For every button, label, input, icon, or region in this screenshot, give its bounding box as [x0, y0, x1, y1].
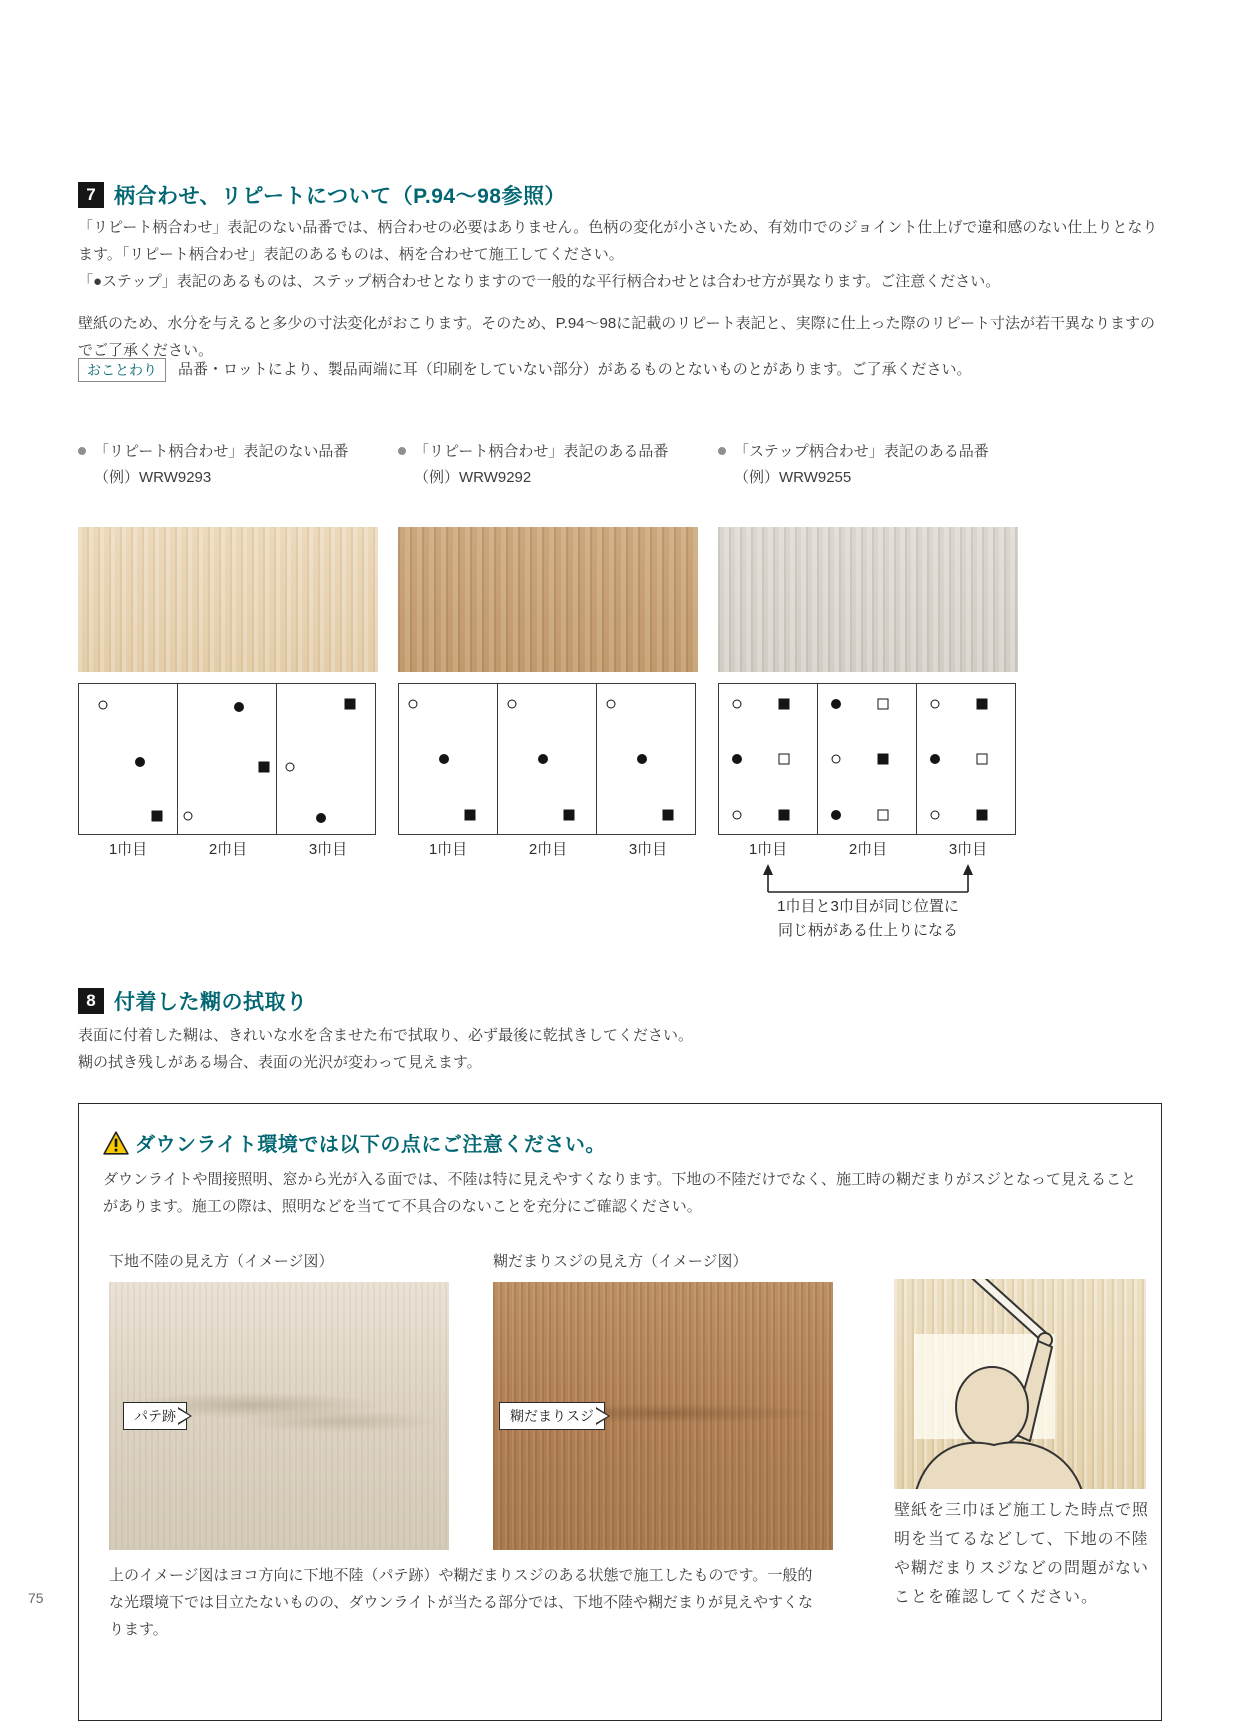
- pattern-symbol-so: [976, 754, 987, 765]
- pattern-diagram: [718, 683, 1016, 835]
- sample-caption: [78, 440, 348, 461]
- okotowari-label: おことわり: [78, 358, 166, 382]
- diagram-panel: [916, 683, 1016, 835]
- worker-checking-light-illustration: [894, 1279, 1146, 1489]
- section7-header: [78, 180, 566, 210]
- pattern-symbol-sf: [877, 754, 888, 765]
- pattern-symbol-sf: [976, 809, 987, 820]
- pattern-symbol-co: [408, 699, 417, 708]
- section8-number-badge: 8: [78, 988, 104, 1014]
- diagram-panel: [718, 683, 818, 835]
- width-labels-row: [78, 838, 378, 859]
- pattern-symbol-so: [778, 754, 789, 765]
- bullet-icon: [718, 447, 726, 455]
- pattern-symbol-cf: [234, 702, 244, 712]
- pattern-symbol-co: [183, 812, 192, 821]
- pattern-symbol-sf: [976, 698, 987, 709]
- diagram-panel: [177, 683, 277, 835]
- downlight-caution-box: [78, 1103, 1162, 1721]
- section7-paragraph-3: 壁紙のため、水分を与えると多少の寸法変化がおこります。そのため、P.94～98に記載のリピート表記と、実際に仕上った際のリピート寸法が若干異なりますのでご了承ください。: [78, 315, 1156, 359]
- width-label: 1巾目: [748, 841, 788, 858]
- step-annotation: [718, 895, 1018, 943]
- width-label: 3巾目: [948, 841, 988, 858]
- pattern-symbol-co: [930, 699, 939, 708]
- section7-title: 柄合わせ、リピートについて（P.94～98参照）: [114, 185, 566, 208]
- okotowari-text: 品番・ロットにより、製品両端に耳（印刷をしていない部分）があるものとないものとがあります。ご了承ください。: [178, 361, 972, 378]
- pattern-symbol-co: [606, 699, 615, 708]
- width-label: 1巾目: [108, 841, 148, 858]
- diagram-panel: [817, 683, 917, 835]
- pattern-symbol-co: [732, 699, 741, 708]
- pattern-symbol-cf: [831, 810, 841, 820]
- pattern-symbol-co: [507, 699, 516, 708]
- glue-callout-text: 糊だまりスジ: [510, 1408, 594, 1424]
- pattern-symbol-sf: [259, 761, 270, 772]
- section8-paragraph-line1: 表面に付着した糊は、きれいな水を含ませた布で拭取り、必ず最後に乾拭きしてください。: [78, 1027, 694, 1044]
- pattern-symbol-cf: [732, 754, 742, 764]
- pattern-symbol-cf: [439, 754, 449, 764]
- step-annotation-line2: 同じ柄がある仕上りになる: [777, 922, 958, 939]
- glue-image-caption: 糊だまりスジの見え方（イメージ図）: [493, 1253, 748, 1270]
- sample-caption: [398, 440, 668, 461]
- glue-callout: [499, 1402, 605, 1430]
- step-match-arrows-icon: [718, 864, 1018, 894]
- sample-caption-text: 「リピート柄合わせ」表記のない品番: [94, 443, 349, 460]
- glue-streak-image: [493, 1282, 833, 1550]
- pattern-symbol-sf: [662, 809, 673, 820]
- putty-unevenness-image: [109, 1282, 449, 1550]
- pattern-symbol-co: [285, 762, 294, 771]
- sample-example-code: （例）WRW9255: [734, 469, 852, 486]
- pattern-diagram: [78, 683, 376, 835]
- putty-callout-text: パテ跡: [134, 1408, 176, 1424]
- pattern-symbol-sf: [344, 698, 355, 709]
- diagram-panel: [497, 683, 597, 835]
- width-label: 2巾目: [848, 841, 888, 858]
- pattern-symbol-sf: [563, 809, 574, 820]
- section8-paragraph-line2: 糊の拭き残しがある場合、表面の光沢が変わって見えます。: [78, 1054, 482, 1071]
- diagram-panel: [276, 683, 376, 835]
- diagram-panel: [78, 683, 178, 835]
- width-label: 3巾目: [628, 841, 668, 858]
- section7-paragraph-1: 「リピート柄合わせ」表記のない品番では、柄合わせの必要はありません。色柄の変化が小さいため、有効巾でのジョイント仕上げで違和感のない仕上りとなります。「リピート柄合わせ」表記のあるものは、柄を合わせて施工してください。: [78, 219, 1158, 263]
- pattern-symbol-so: [877, 809, 888, 820]
- pattern-symbol-cf: [316, 813, 326, 823]
- section7-paragraph-2: 「●ステップ」表記のあるものは、ステップ柄合わせとなりますので一般的な平行柄合わせとは合わせ方が異なります。ご注意ください。: [78, 273, 1001, 290]
- putty-callout: [123, 1402, 187, 1430]
- diagram-panel: [398, 683, 498, 835]
- caution-paragraph: ダウンライトや間接照明、窓から光が入る面では、不陸は特に見えやすくなります。下地の不陸だけでなく、施工時の糊だまりがスジとなって見えることがあります。施工の際は、照明などを当てて不具合のないことを充分にご確認ください。: [103, 1171, 1137, 1215]
- width-label: 1巾目: [428, 841, 468, 858]
- width-labels-row: [718, 838, 1018, 859]
- worker-figure-icon: [894, 1279, 1146, 1489]
- pattern-symbol-co: [930, 810, 939, 819]
- section7-number-badge: 7: [78, 182, 104, 208]
- sample-caption-text: 「リピート柄合わせ」表記のある品番: [414, 443, 669, 460]
- sample-example-code: （例）WRW9292: [414, 469, 532, 486]
- pattern-symbol-cf: [930, 754, 940, 764]
- caution-title: ダウンライト環境では以下の点にご注意ください。: [135, 1134, 606, 1156]
- pattern-symbol-cf: [637, 754, 647, 764]
- pattern-symbol-cf: [538, 754, 548, 764]
- width-label: 3巾目: [308, 841, 348, 858]
- width-label: 2巾目: [528, 841, 568, 858]
- caution-header: [103, 1128, 606, 1157]
- pattern-diagram: [398, 683, 696, 835]
- pattern-symbol-cf: [831, 699, 841, 709]
- section8-header: [78, 986, 308, 1016]
- okotowari-note: [78, 358, 972, 382]
- width-label: 2巾目: [208, 841, 248, 858]
- putty-image-caption: 下地不陸の見え方（イメージ図）: [109, 1253, 334, 1270]
- bullet-icon: [398, 447, 406, 455]
- pattern-symbol-so: [877, 698, 888, 709]
- width-labels-row: [398, 838, 698, 859]
- pattern-symbol-co: [831, 755, 840, 764]
- pattern-symbol-sf: [778, 698, 789, 709]
- section8-title: 付着した糊の拭取り: [114, 991, 308, 1014]
- sample-caption: [718, 440, 989, 461]
- caution-bottom-text: 上のイメージ図はヨコ方向に下地不陸（パテ跡）や糊だまりスジのある状態で施工したものです。一般的な光環境下では目立たないものの、ダウンライトが当たる部分では、下地不陸や糊だまりが見えやすくなります。: [109, 1567, 813, 1638]
- caution-right-text: 壁紙を三巾ほど施工した時点で照明を当てるなどして、下地の不陸や糊だまりスジなどの問題がないことを確認してください。: [894, 1502, 1150, 1606]
- sample-example-code: （例）WRW9293: [94, 469, 212, 486]
- pattern-symbol-co: [98, 701, 107, 710]
- pattern-symbol-co: [732, 810, 741, 819]
- bullet-icon: [78, 447, 86, 455]
- pattern-symbol-sf: [152, 811, 163, 822]
- step-annotation-line1: 1巾目と3巾目が同じ位置に: [777, 898, 959, 915]
- pattern-symbol-sf: [778, 809, 789, 820]
- warning-triangle-icon: [103, 1131, 129, 1155]
- wallpaper-sample-image: [718, 527, 1018, 672]
- diagram-panel: [596, 683, 696, 835]
- pattern-symbol-sf: [464, 809, 475, 820]
- wallpaper-sample-image: [398, 527, 698, 672]
- wallpaper-sample-image: [78, 527, 378, 672]
- sample-caption-text: 「ステップ柄合わせ」表記のある品番: [734, 443, 989, 460]
- pattern-symbol-cf: [135, 757, 145, 767]
- page-number: 75: [28, 1590, 44, 1606]
